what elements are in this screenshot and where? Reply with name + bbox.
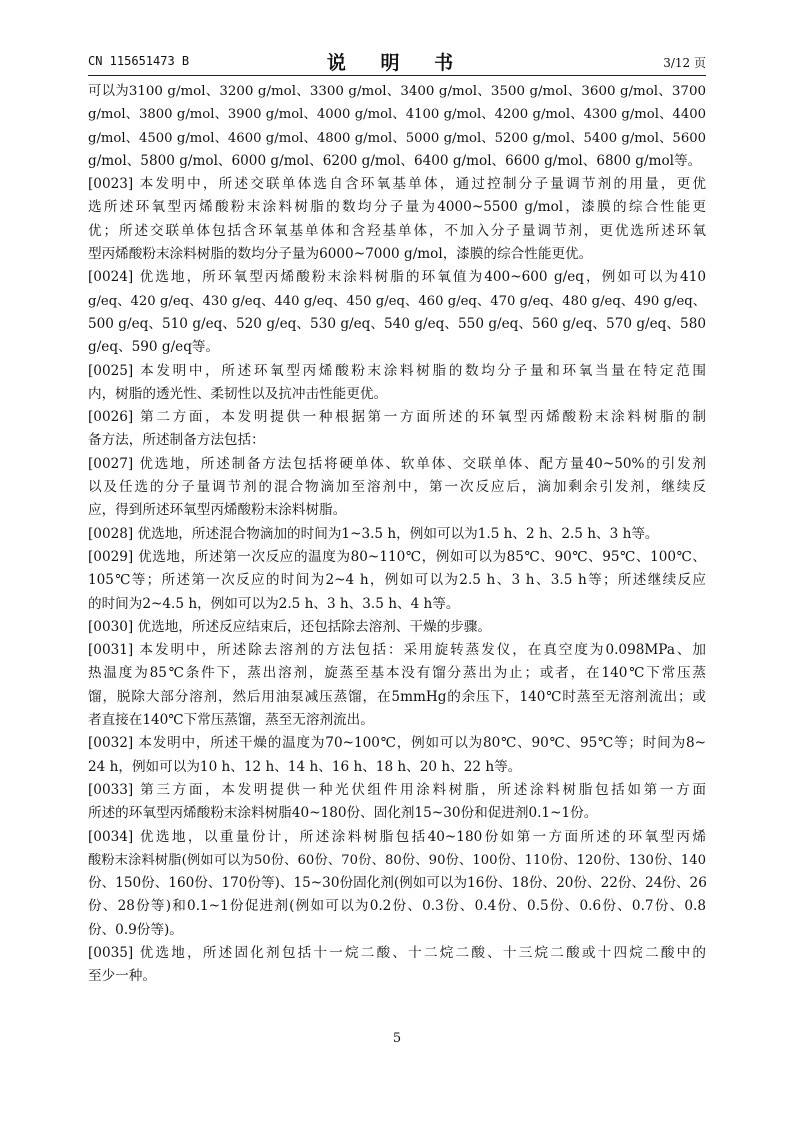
text-line: 以及任选的分子量调节剂的混合物滴加至溶剂中，第一次反应后，滴加剩余引发剂，继续反 — [88, 479, 706, 496]
document-title: 说 明 书 — [326, 52, 468, 74]
text-line: g/eq、590 g/eq等。 — [88, 339, 220, 356]
text-line: [0032] 本发明中，所述干燥的温度为70~100℃，例如可以为80℃、90℃、95℃等；时间为8~ — [88, 735, 706, 752]
text-line: 24 h，例如可以为10 h、12 h、14 h、16 h、18 h、20 h、22 h等。 — [88, 758, 522, 775]
text-line: 的时间为2~4.5 h，例如可以为2.5 h、3 h、3.5 h、4 h等。 — [88, 595, 460, 612]
text-line: 所述的环氧型丙烯酸粉末涂料树脂40~180份、固化剂15~30份和促进剂0.1~1份。 — [88, 805, 598, 822]
text-line: 500 g/eq、510 g/eq、520 g/eq、530 g/eq、540 g/eq、550 g/eq、560 g/eq、570 g/eq、580 — [88, 315, 706, 332]
text-line: g/mol、4500 g/mol、4600 g/mol、4800 g/mol、5000 g/mol、5200 g/mol、5400 g/mol、5600 — [88, 130, 706, 146]
text-line: [0030] 优选地，所述反应结束后，还包括除去溶剂、干燥的步骤。 — [88, 618, 491, 635]
text-line: 优；所述交联单体包括含环氧基单体和含羟基单体，不加入分子量调节剂，更优选所述环氧 — [88, 222, 706, 239]
text-line: [0035] 优选地，所述固化剂包括十一烷二酸、十二烷二酸、十三烷二酸或十四烷二酸中的 — [88, 944, 706, 961]
text-line: g/eq、420 g/eq、430 g/eq、440 g/eq、450 g/eq、460 g/eq、470 g/eq、480 g/eq、490 g/eq、 — [88, 293, 706, 309]
text-line: 备方法，所述制备方法包括： — [88, 432, 265, 449]
text-line: [0034] 优选地，以重量份计，所述涂料树脂包括40~180份如第一方面所述的环氧型丙烯 — [88, 828, 706, 845]
text-line: [0026] 第二方面，本发明提供一种根据第一方面所述的环氧型丙烯酸粉末涂料树脂的制 — [88, 409, 706, 426]
text-line: 份、150份、160份、170份等)、15~30份固化剂(例如可以为16份、18份、20份、22份、24份、26 — [88, 875, 707, 892]
text-line: [0033] 第三方面，本发明提供一种光伏组件用涂料树脂，所述涂料树脂包括如第一方面 — [88, 781, 706, 798]
text-line: 热温度为85℃条件下，蒸出溶剂，旋蒸至基本没有馏分蒸出为止；或者，在140℃下常压蒸 — [88, 665, 706, 682]
text-line: 至少一种。 — [88, 968, 156, 985]
text-line: [0029] 优选地，所述第一次反应的温度为80~110℃，例如可以为85℃、90℃、95℃、100℃、 — [88, 548, 706, 565]
text-line: 内，树脂的透光性、柔韧性以及抗冲击性能更优。 — [88, 385, 388, 402]
text-line: 105℃等；所述第一次反应的时间为2~4 h，例如可以为2.5 h、3 h、3.5 h等；所述继续反应 — [88, 572, 706, 589]
text-line: [0025] 本发明中，所述环氧型丙烯酸粉末涂料树脂的数均分子量和环氧当量在特定范围 — [88, 362, 706, 379]
text-line: 馏，脱除大部分溶剂，然后用油泵减压蒸馏，在5mmHg的余压下，140℃时蒸至无溶剂流出；或 — [88, 688, 706, 705]
text-line: 可以为3100 g/mol、3200 g/mol、3300 g/mol、3400 g/mol、3500 g/mol、3600 g/mol、3700 — [88, 84, 706, 99]
text-line: g/mol、3800 g/mol、3900 g/mol、4000 g/mol、4100 g/mol、4200 g/mol、4300 g/mol、4400 — [88, 107, 706, 123]
page-counter: 3/12 页 — [663, 56, 706, 70]
text-line: 者直接在140℃下常压蒸馏，蒸至无溶剂流出。 — [88, 712, 374, 729]
text-line: [0023] 本发明中，所述交联单体选自含环氧基单体，通过控制分子量调节剂的用量，更优 — [88, 176, 706, 193]
text-line: 选所述环氧型丙烯酸粉末涂料树脂的数均分子量为4000~5500 g/mol，漆膜的综合性能更 — [88, 199, 706, 216]
page-header — [88, 48, 706, 76]
header-rule — [88, 75, 706, 76]
text-line: 型丙烯酸粉末涂料树脂的数均分子量为6000~7000 g/mol，漆膜的综合性能更优。 — [88, 246, 593, 263]
text-line: g/mol、5800 g/mol、6000 g/mol、6200 g/mol、6400 g/mol、6600 g/mol、6800 g/mol等。 — [88, 152, 702, 169]
text-line: 份、28份等)和0.1~1份促进剂(例如可以为0.2份、0.3份、0.4份、0.5份、0.6份、0.7份、0.8 — [88, 898, 706, 915]
document-body — [88, 80, 706, 989]
text-line: 应，得到所述环氧型丙烯酸粉末涂料树脂。 — [88, 502, 347, 519]
text-line: 份、0.9份等)。 — [88, 921, 183, 938]
text-line: [0027] 优选地，所述制备方法包括将硬单体、软单体、交联单体、配方量40~50%的引发剂 — [88, 455, 706, 472]
text-line: [0028] 优选地，所述混合物滴加的时间为1~3.5 h，例如可以为1.5 h、2 h、2.5 h、3 h等。 — [88, 525, 659, 542]
text-line: 酸粉末涂料树脂(例如可以为50份、60份、70份、80份、90份、100份、110份、120份、130份、140 — [88, 852, 706, 868]
page-number: 5 — [392, 1031, 402, 1046]
text-line: [0024] 优选地，所环氧型丙烯酸粉末涂料树脂的环氧值为400~600 g/eq，例如可以为410 — [88, 269, 706, 286]
text-line: [0031] 本发明中，所述除去溶剂的方法包括：采用旋转蒸发仪，在真空度为0.098MPa、加 — [88, 642, 706, 659]
patent-number: CN 115651473 B — [88, 54, 190, 68]
